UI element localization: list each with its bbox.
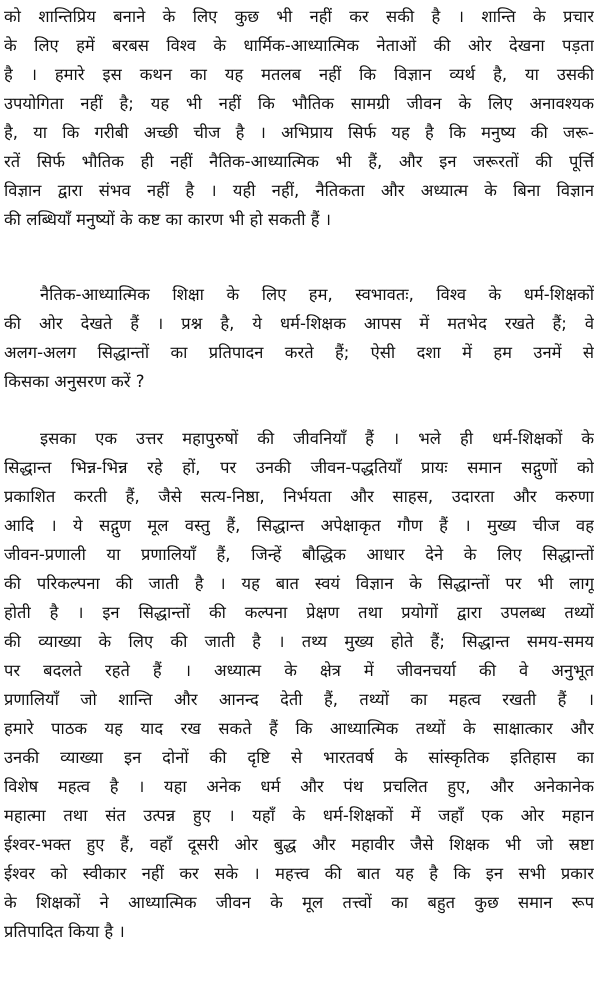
text-line: सिद्धान्त भिन्न-भिन्न रहे हों, पर उनकी जीवन-पद्धतियाँ प्रायः समान सद्गुणों को: [4, 458, 594, 477]
paragraph-2: [4, 280, 594, 396]
text-line: नैतिक-आध्यात्मिक शिक्षा के लिए हम, स्वभावतः, विश्व के धर्म-शिक्षकों: [40, 285, 594, 304]
text-line: विज्ञान द्वारा संभव नहीं है । यही नहीं, नैतिकता और अध्यात्म के बिना विज्ञान: [4, 181, 594, 200]
text-line: अलग-अलग सिद्धान्तों का प्रतिपादन करते हैं; ऐसी दशा में हम उनमें से: [4, 343, 594, 362]
text-line: के लिए हमें बरबस विश्व के धार्मिक-आध्यात्मिक नेताओं की ओर देखना पड़ता: [4, 36, 594, 55]
text-line: ईश्वर-भक्त हुए हैं, वहाँ दूसरी ओर बुद्ध और महावीर जैसे शिक्षक भी जो स्रष्टा: [4, 835, 594, 854]
text-line: प्रणालियाँ जो शान्ति और आनन्द देती हैं, तथ्यों का महत्व रखती हैं ।: [4, 690, 594, 709]
text-line: उपयोगिता नहीं है; यह भी नहीं कि भौतिक सामग्री जीवन के लिए अनावश्यक: [4, 94, 594, 113]
text-line: के शिक्षकों ने आध्यात्मिक जीवन के मूल तत्त्वों का बहुत कुछ समान रूप: [4, 893, 594, 912]
text-line: जीवन-प्रणाली या प्रणालियाँ हैं, जिन्हें बौद्धिक आधार देने के लिए सिद्धान्तों: [4, 545, 594, 564]
text-line: आदि । ये सद्गुण मूल वस्तु हैं, सिद्धान्त अपेक्षाकृत गौण हैं । मुख्य चीज वह: [4, 516, 594, 535]
text-line: किसका अनुसरण करें ?: [4, 372, 145, 391]
text-line: की परिकल्पना की जाती है । यह बात स्वयं विज्ञान के सिद्धान्तों पर भी लागू: [4, 574, 594, 593]
text-line: रतें सिर्फ भौतिक ही नहीं नैतिक-आध्यात्मिक भी हैं, और इन जरूरतों की पूर्त्ति: [4, 152, 594, 171]
text-line: विशेष महत्व है । यहा अनेक धर्म और पंथ प्रचलित हुए, और अनेकानेक: [4, 777, 594, 796]
text-line: इसका एक उत्तर महापुरुषों की जीवनियाँ हैं । भले ही धर्म-शिक्षकों के: [40, 429, 594, 448]
text-line: है । हमारे इस कथन का यह मतलब नहीं कि विज्ञान व्यर्थ है, या उसकी: [4, 65, 594, 84]
text-line: की लब्धियाँ मनुष्यों के कष्ट का कारण भी हो सकती हैं ।: [4, 210, 331, 229]
text-line: प्रतिपादित किया है ।: [4, 922, 125, 941]
paragraph-1: [4, 2, 594, 234]
text-line: हमारे पाठक यह याद रख सकते हैं कि आध्यात्मिक तथ्यों के साक्षात्कार और: [4, 719, 594, 738]
text-line: होती है । इन सिद्धान्तों की कल्पना प्रेक्षण तथा प्रयोगों द्वारा उपलब्ध तथ्यों: [4, 603, 594, 622]
text-line: उनकी व्याख्या इन दोनों की दृष्टि से भारतवर्ष के सांस्कृतिक इतिहास का: [4, 748, 594, 767]
text-line: की व्याख्या के लिए की जाती है । तथ्य मुख्य होते हैं; सिद्धान्त समय-समय: [4, 632, 594, 651]
text-line: की ओर देखते हैं । प्रश्न है, ये धर्म-शिक्षक आपस में मतभेद रखते हैं; वे: [4, 314, 594, 333]
paragraph-3: [4, 424, 594, 946]
text-line: प्रकाशित करती हैं, जैसे सत्य-निष्ठा, निर्भयता और साहस, उदारता और करुणा: [4, 487, 594, 506]
text-line: पर बदलते रहते हैं । अध्यात्म के क्षेत्र में जीवनचर्या की वे अनुभूत: [4, 661, 594, 680]
text-line: को शान्तिप्रिय बनाने के लिए कुछ भी नहीं कर सकी है । शान्ति के प्रचार: [4, 7, 594, 26]
text-line: ईश्वर को स्वीकार नहीं कर सके । महत्त्व की बात यह है कि इन सभी प्रकार: [4, 864, 594, 883]
text-line: महात्मा तथा संत उत्पन्न हुए । यहाँ के धर्म-शिक्षकों में जहाँ एक ओर महान: [4, 806, 594, 825]
text-line: है, या कि गरीबी अच्छी चीज है । अभिप्राय सिर्फ यह है कि मनुष्य की जरू-: [4, 123, 594, 142]
